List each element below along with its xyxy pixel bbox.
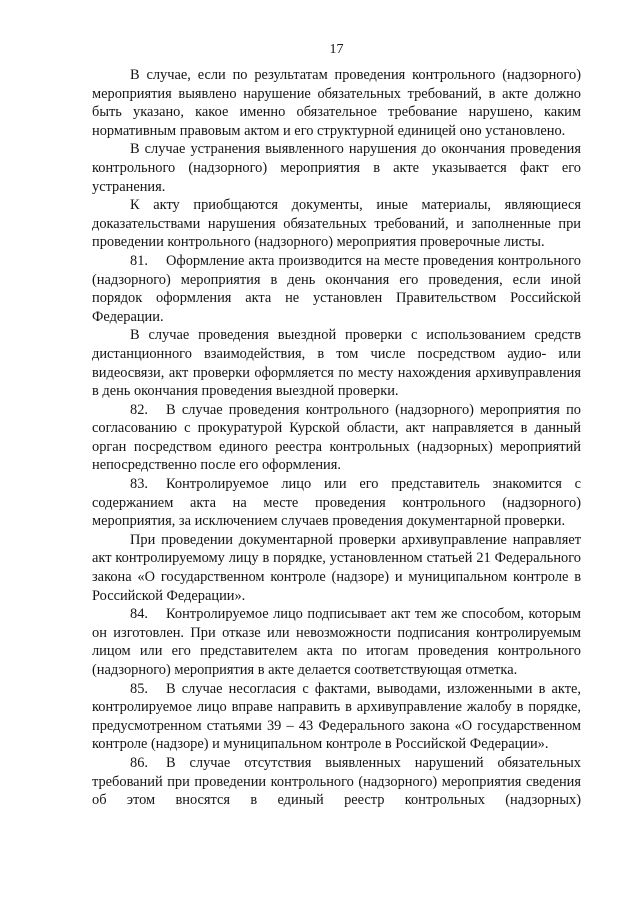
paragraph-number: 83. [130, 476, 148, 493]
paragraph [92, 66, 581, 140]
paragraph-number: 82. [130, 401, 148, 418]
paragraph-86 [92, 754, 581, 810]
paragraph-number: 84. [130, 606, 148, 623]
paragraph [92, 326, 581, 400]
paragraph-text: В случае проведения выездной проверки с использованием средств дистанционного взаимодействия, в том числе посредством аудио- или видеосвязи, акт проверки оформляется по месту нахождения архивуправления в день окончания проведения выездной проверки. [92, 327, 581, 400]
document-body [92, 66, 581, 810]
paragraph-85 [92, 680, 581, 754]
paragraph-text: Оформление акта производится на месте проведения контрольного (надзорного) мероприятия в день окончания его проведения, если иной порядок оформления акта не установлен Правительством Российской Федерации. [92, 252, 581, 325]
paragraph [92, 196, 581, 252]
paragraph-text: В случае проведения контрольного (надзорного) мероприятия по согласованию с прокуратурой Курской области, акт направляется в данный орган посредством единого реестра контрольных (надзорных) мероприятий непосредственно после его оформления. [92, 401, 581, 474]
paragraph-83 [92, 475, 581, 531]
paragraph-text: При проведении документарной проверки архивуправление направляет акт контролируемому лицу в порядке, установленном статьей 21 Федерального закона «О государственном контроле (надзоре) и муниципальном контроле в Российской Федерации». [92, 531, 581, 604]
paragraph-text: В случае, если по результатам проведения контрольного (надзорного) мероприятия выявлено нарушение обязательных требований, в акте должно быть указано, какое именно обязательное требование нарушено, каким нормативным правовым актом и его структурной единицей оно установлено. [92, 67, 581, 139]
paragraph-82 [92, 401, 581, 475]
paragraph-number: 85. [130, 680, 148, 697]
paragraph-text: В случае устранения выявленного нарушения до окончания проведения контрольного (надзорного) мероприятия в акте указывается факт его устранения. [92, 141, 581, 195]
paragraph-84 [92, 605, 581, 679]
paragraph-text: В случае несогласия с фактами, выводами, изложенными в акте, контролируемое лицо вправе направить в архивуправление жалобу в порядке, предусмотренном статьями 39 – 43 Федерального закона «О государственном контроле (надзоре) и муниципальном контроле в Российской Федерации». [92, 680, 581, 753]
paragraph-text: Контролируемое лицо подписывает акт тем же способом, которым он изготовлен. При отказе или невозможности подписания контролируемым лицом или его представителем акта по итогам проведения контрольного (надзорного) мероприятия в акте делается соответствующая отметка. [92, 606, 581, 678]
paragraph [92, 531, 581, 605]
paragraph-number: 81. [130, 252, 148, 269]
paragraph-number: 86. [130, 754, 148, 771]
page-number: 17 [329, 42, 344, 57]
paragraph [92, 140, 581, 196]
paragraph-text: В случае отсутствия выявленных нарушений обязательных требований при проведении контрольного (надзорного) мероприятия сведения об этом вносятся в единый реестр контрольных (надзорных) [92, 754, 581, 809]
paragraph-text: Контролируемое лицо или его представитель знакомится с содержанием акта на месте проведения контрольного (надзорного) мероприятия, за исключением случаев проведения документарной проверки. [92, 476, 581, 530]
paragraph-81 [92, 252, 581, 326]
paragraph-text: К акту приобщаются документы, иные материалы, являющиеся доказательствами нарушения обязательных требований, и заполненные при проведении контрольного (надзорного) мероприятия проверочные листы. [92, 197, 581, 251]
